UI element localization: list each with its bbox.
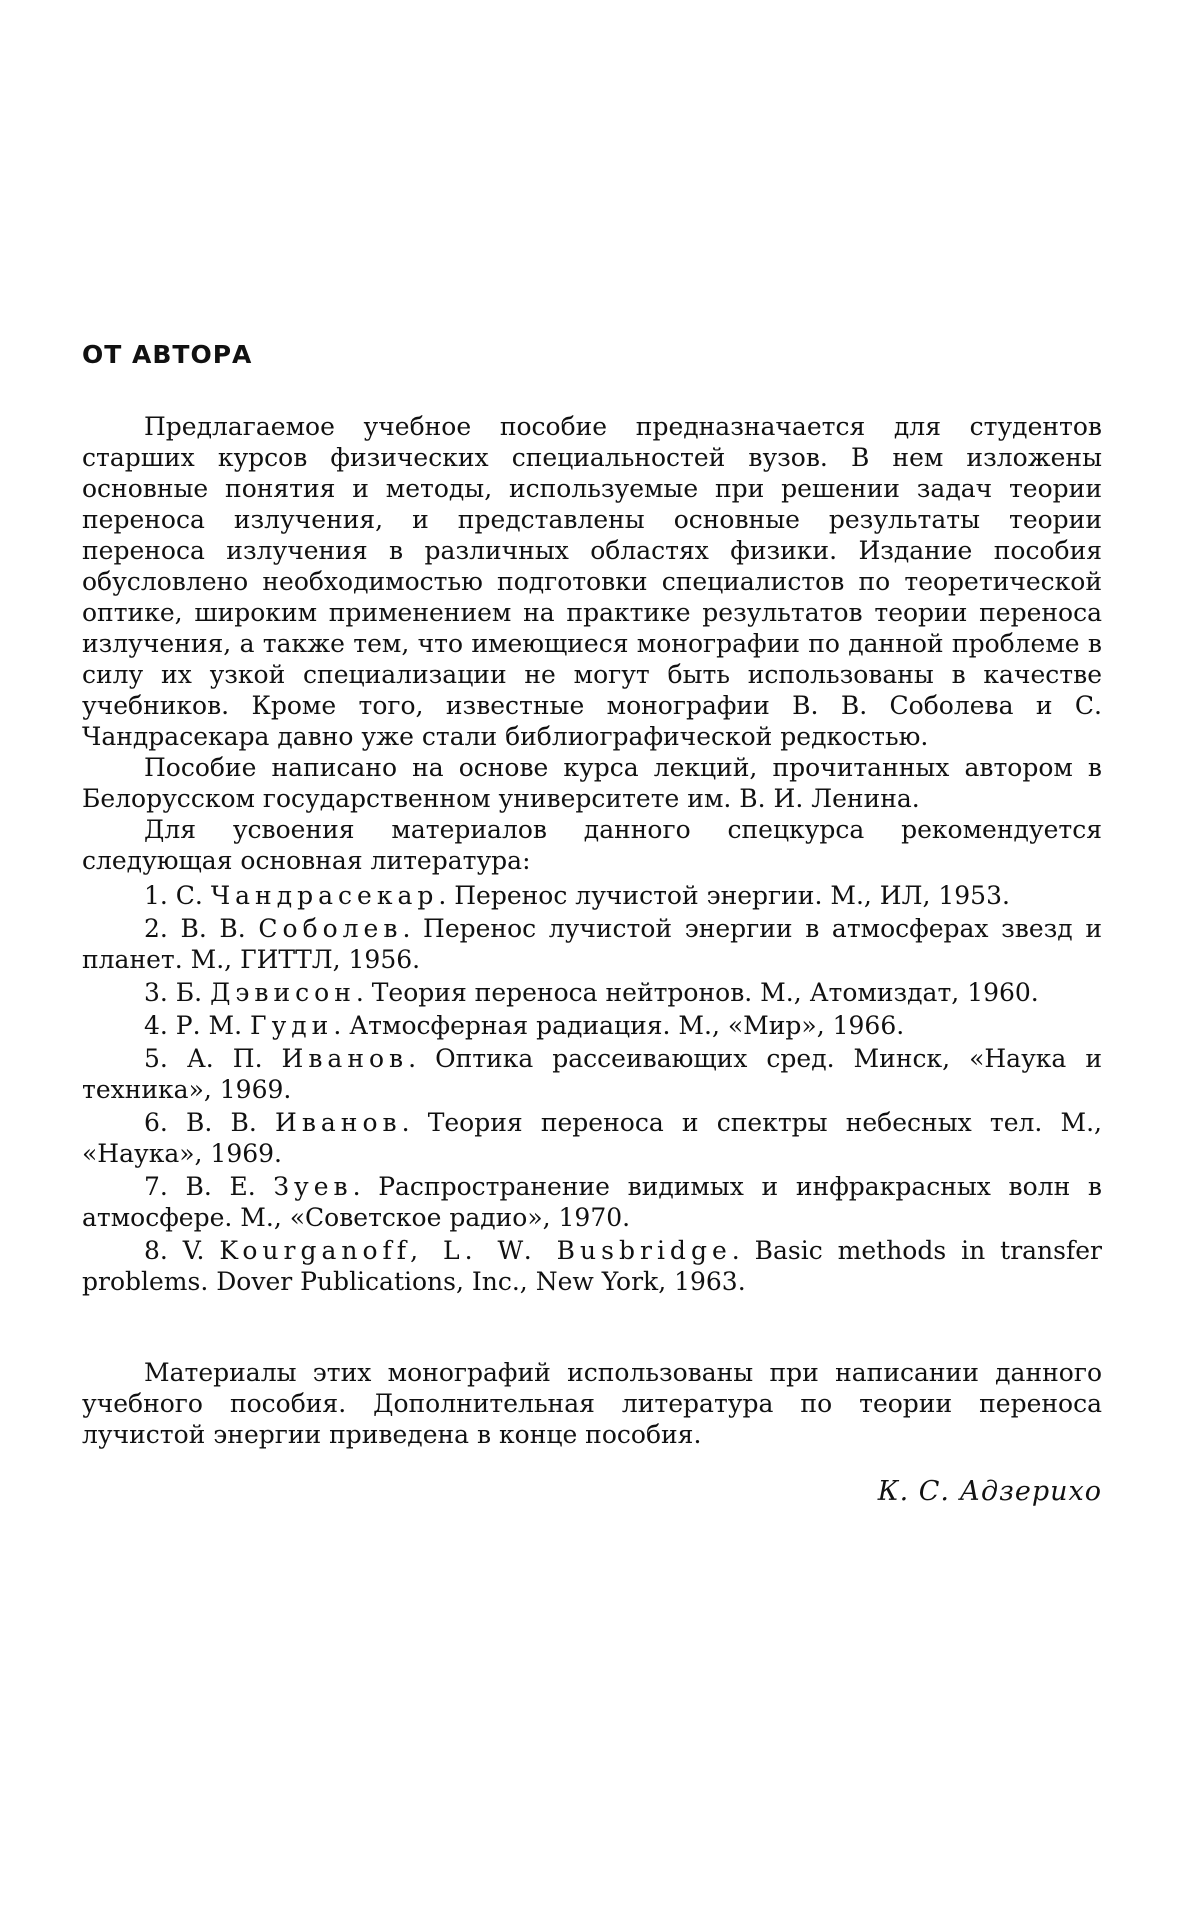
reference-details: . Basic methods in transfer problems. Dover Publications, Inc., New York, 1963. [82, 1236, 1102, 1296]
reference-item [82, 977, 1102, 1008]
reference-details: . Перенос лучистой энергии в атмосферах звезд и планет. М., ГИТТЛ, 1956. [82, 914, 1102, 974]
reference-prefix: 8. V. [144, 1236, 220, 1265]
reference-item [82, 1171, 1102, 1233]
author-signature: К. С. Адзерихо [877, 1476, 1102, 1507]
reference-author: Дэвисон [210, 978, 356, 1007]
reference-item [82, 913, 1102, 975]
reference-details: . Атмосферная радиация. М., «Мир», 1966. [333, 1011, 905, 1040]
preface-page [82, 340, 1102, 1507]
reference-details: . Теория переноса нейтронов. М., Атомиздат, 1960. [355, 978, 1039, 1007]
reference-item [82, 1043, 1102, 1105]
reference-item [82, 1107, 1102, 1169]
reference-list [82, 880, 1102, 1297]
reference-prefix: 4. Р. М. [144, 1011, 251, 1040]
reference-details: . Оптика рассеивающих сред. Минск, «Наука и техника», 1969. [82, 1044, 1102, 1104]
reference-item [82, 1235, 1102, 1297]
closing-paragraph: Материалы этих монографий использованы при написании данного учебного пособия. Дополнительная литература по теории переноса лучистой энергии приведена в конце пособия. [82, 1358, 1102, 1449]
reference-author: Чандрасекар [210, 881, 439, 910]
reference-details: . Перенос лучистой энергии. М., ИЛ, 1953. [438, 881, 1010, 910]
reference-item [82, 880, 1102, 911]
reference-prefix: 5. А. П. [144, 1044, 282, 1073]
reference-prefix: 1. С. [144, 881, 211, 910]
reference-item [82, 1010, 1102, 1041]
reference-author: Зуев [273, 1172, 353, 1201]
reference-prefix: 7. В. Е. [144, 1172, 274, 1201]
literature-intro-paragraph: Для усвоения материалов данного спецкурса рекомендуется следующая основная литература: [82, 815, 1102, 875]
reference-prefix: 3. Б. [144, 978, 211, 1007]
reference-author: Соболев [258, 914, 403, 943]
reference-author: Иванов [281, 1044, 409, 1073]
course-origin-paragraph: Пособие написано на основе курса лекций, прочитанных автором в Белорусском государственном университете им. В. И. Ленина. [82, 753, 1102, 813]
reference-prefix: 2. В. В. [144, 914, 259, 943]
reference-author: Иванов [275, 1108, 402, 1137]
reference-prefix: 6. В. В. [144, 1108, 276, 1137]
page-title: ОТ АВТОРА [82, 340, 253, 369]
reference-author: Kourganoff, L. W. Busbridge [219, 1236, 732, 1265]
reference-details: . Теория переноса и спектры небесных тел. М., «Наука», 1969. [82, 1108, 1102, 1168]
intro-paragraph: Предлагаемое учебное пособие предназначается для студентов старших курсов физических специальностей вузов. В нем изложены основные понятия и методы, используемые при решении задач теории переноса излучения, и представлены основные результаты теории переноса излучения в различных областях физики. Издание пособия обусловлено необходимостью подготовки специалистов по теоретической оптике, широким применением на практике результатов теории переноса излучения, а также тем, что имеющиеся монографии по данной проблеме в силу их узкой специализации не могут быть использованы в качестве учебников. Кроме того, известные монографии В. В. Соболева и С. Чандрасекара давно уже стали библиографической редкостью. [82, 412, 1102, 751]
reference-details: . Распространение видимых и инфракрасных волн в атмосфере. М., «Советское радио», 1970. [82, 1172, 1102, 1232]
reference-author: Гуди [250, 1011, 334, 1040]
